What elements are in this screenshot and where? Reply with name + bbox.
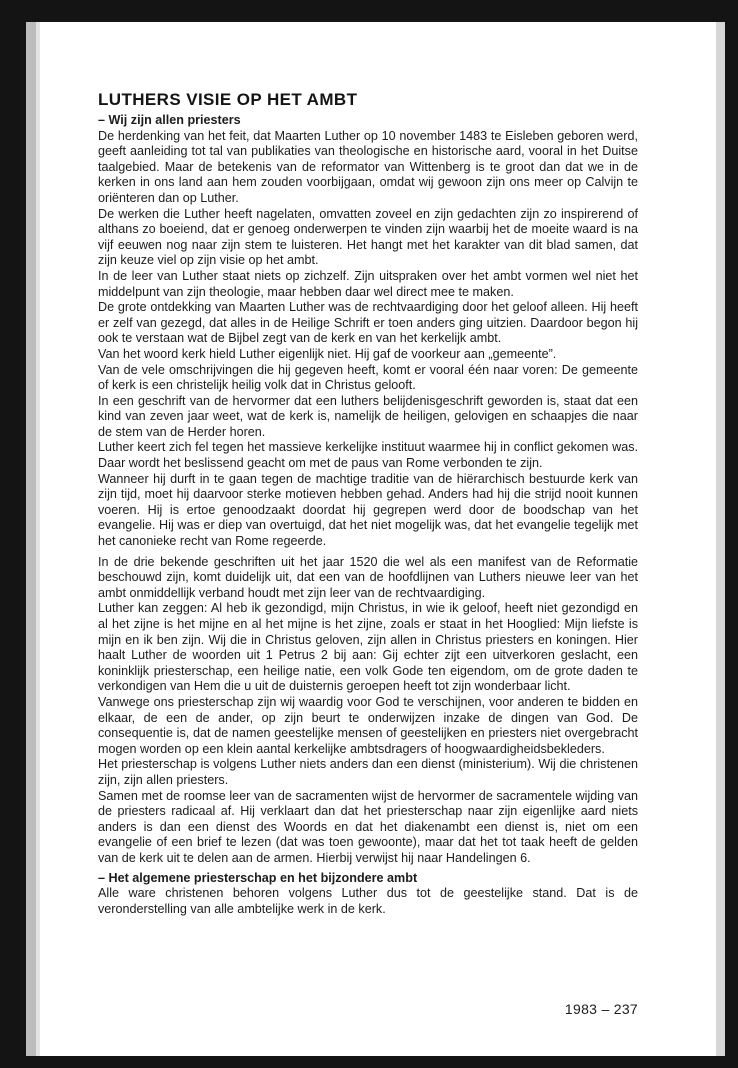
paragraph: Van de vele omschrijvingen die hij gegeven heeft, komt er vooral één naar voren: De gemeente of kerk is een christelijk heilig volk dat in Christus gelooft. (98, 362, 638, 393)
scan-page-edge-shadow (26, 22, 36, 1056)
paragraph: Vanwege ons priesterschap zijn wij waardig voor God te verschijnen, voor anderen te bidden en elkaar, de een de ander, op zijn beurt te onderwijzen inzake de dingen van God. De consequentie is, dat de namen geestelijke mensen of geestelijken en priesters niet overgebracht mogen worden op een klein aantal kerkelijke ambtsdragers of hoogwaardigheidsbekleders. (98, 694, 638, 756)
paragraph: De grote ontdekking van Maarten Luther was de rechtvaardiging door het geloof alleen. Hij heeft er zelf van gezegd, dat alles in de Heilige Schrift er toen anders ging uitzien. Daardoor begon hij ook te verstaan wat de Bijbel zegt van de kerk en van het kerkelijk ambt. (98, 300, 638, 346)
paragraph: Luther keert zich fel tegen het massieve kerkelijke instituut waarmee hij in conflict gekomen was. Daar wordt het beslissend geacht om met de paus van Rome verbonden te zijn. (98, 440, 638, 471)
paragraph: In de leer van Luther staat niets op zichzelf. Zijn uitspraken over het ambt vormen wel niet het middelpunt van zijn theologie, maar hebben daar wel direct mee te maken. (98, 268, 638, 299)
page-title: LUTHERS VISIE OP HET AMBT (98, 90, 358, 109)
paragraph: Wanneer hij durft in te gaan tegen de machtige traditie van de hiërarchisch bestuurde kerk van zijn tijd, moet hij daarvoor sterke motieven hebben gehad. Anders had hij die strijd nooit kunnen voeren. Hij is ertoe genoodzaakt doordat hij gegrepen werd door de boodschap van het evangelie. Hij was er diep van overtuigd, dat het niet mogelijk was, dat het evangelie tegelijk met het canonieke recht van Rome regeerde. (98, 471, 638, 549)
paragraph: Het priesterschap is volgens Luther niets anders dan een dienst (ministerium). Wij die christenen zijn, zijn allen priesters. (98, 757, 638, 787)
section-heading-general-priesthood: – Het algemene priesterschap en het bijzondere ambt (98, 870, 418, 885)
paragraph: In een geschrift van de hervormer dat een luthers belijdenisgeschrift geworden is, staat dat een kind van zeven jaar weet, wat de kerk is, namelijk de heiligen, gelovigen en schaapjes die naar de stem van de Herder horen. (98, 393, 638, 439)
scan-page-edge-highlight (36, 22, 40, 1056)
document-page (98, 90, 638, 917)
paragraph: In de drie bekende geschriften uit het jaar 1520 die wel als een manifest van de Reformatie beschouwd zijn, komt duidelijk uit, dat een van de hoofdlijnen van Luthers nieuwe leer van het ambt onmiddellijk verband houdt met zijn leer van de rechtvaardiging. (98, 554, 638, 600)
scan-page-edge-right (716, 22, 725, 1056)
paragraph: De herdenking van het feit, dat Maarten Luther op 10 november 1483 te Eisleben geboren werd, geeft aanleiding tot tal van publikaties van theologische en historische aard, vooral in het Duitse taalgebied. Maar de betekenis van de reformator van Wittenberg is te groot dan dat we in de kerken in ons land aan hem zouden voorbijgaan, omdat wij gewoon zijn ons meer op Calvijn te oriënteren dan op Luther. (98, 128, 638, 205)
paragraph: De werken die Luther heeft nagelaten, omvatten zoveel en zijn gedachten zijn zo inspirerend of althans zo boeiend, dat er genoeg onderwerpen te vinden zijn waarbij het de moeite waard is na vijf eeuwen nog naar zijn stem te luisteren. Het hangt met het karakter van dit blad samen, dat zijn keuze viel op zijn visie op het ambt. (98, 206, 638, 268)
paragraph: Samen met de roomse leer van de sacramenten wijst de hervormer de sacramentele wijding van de priesters radicaal af. Hij verklaart dan dat het priesterschap naar zijn eigenlijke aard niets anders is dan een dienst des Woords en dat het diakenambt een dienst is, niet om een evangelie of een brief te lezen (dat was toen gewoonte), maar dat het tot taak heeft de gelden van de kerk uit te delen aan de armen. Hierbij verwijst hij naar Handelingen 6. (98, 788, 638, 865)
scan-border-top (0, 0, 738, 22)
page-number: 1983 – 237 (564, 1001, 638, 1017)
scan-border-left (0, 0, 26, 1068)
scan-border-right (725, 0, 738, 1068)
paragraph: Luther kan zeggen: Al heb ik gezondigd, mijn Christus, in wie ik geloof, heeft niet gezondigd en al het zijne is het mijne en al het mijne is het zijne, zoals er staat in het Hooglied: Mijn liefste is mijn en ik ben zijn. Wij die in Christus geloven, zijn allen in Christus priesters en koningen. Hier haalt Luther de woorden uit 1 Petrus 2 bij aan: Gij echter zijt een uitverkoren geslacht, een koninklijk priesterschap, een heilige natie, een volk Gode ten eigendom, om de grote daden te verkondigen van Hem die u uit de duisternis geroepen heeft tot zijn wonderbaar licht. (98, 601, 638, 694)
scan-border-bottom (0, 1056, 738, 1068)
section-heading-priests: – Wij zijn allen priesters (98, 113, 241, 127)
paragraph-final: Alle ware christenen behoren volgens Luther dus tot de geestelijke stand. Dat is de veronderstelling van alle ambtelijke werk in de kerk. (98, 886, 638, 916)
paragraph: Van het woord kerk hield Luther eigenlijk niet. Hij gaf de voorkeur aan „gemeente”. (98, 346, 557, 361)
